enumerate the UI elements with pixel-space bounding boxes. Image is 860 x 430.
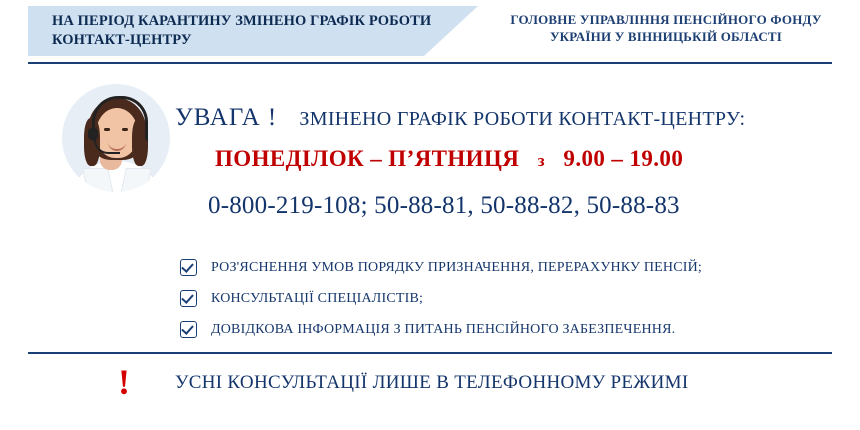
headset-icon — [92, 96, 148, 142]
organization-name — [488, 12, 844, 46]
divider-bottom — [28, 352, 832, 354]
attention-rest: ЗМІНЕНО ГРАФІК РОБОТИ КОНТАКТ-ЦЕНТРУ: — [299, 108, 746, 130]
list-item — [180, 314, 820, 345]
schedule-line — [215, 146, 835, 172]
checkmark-icon — [180, 321, 197, 338]
list-item — [180, 283, 820, 314]
schedule-preposition: з — [537, 151, 545, 170]
footer-note: УСНІ КОНСУЛЬТАЦІЇ ЛИШЕ В ТЕЛЕФОННОМУ РЕЖИМІ — [175, 372, 689, 393]
poster-header — [0, 0, 860, 62]
organization-line-1: ГОЛОВНЕ УПРАВЛІННЯ ПЕНСІЙНОГО ФОНДУ — [510, 12, 822, 27]
attention-line — [175, 104, 815, 132]
list-item-label: ДОВІДКОВА ІНФОРМАЦІЯ З ПИТАНЬ ПЕНСІЙНОГО ЗАБЕЗПЕЧЕННЯ. — [211, 321, 676, 337]
checkmark-icon — [180, 290, 197, 307]
phone-numbers: 0-800-219-108; 50-88-81, 50-88-82, 50-88-83 — [208, 192, 680, 219]
call-center-operator-image — [62, 84, 170, 256]
schedule-hours: 9.00 – 19.00 — [563, 146, 684, 171]
operator-photo-circle — [62, 84, 170, 192]
schedule-days: ПОНЕДІЛОК – П’ЯТНИЦЯ — [215, 146, 520, 171]
operator-collar-left — [82, 168, 116, 192]
operator-collar-right — [118, 168, 152, 192]
checkmark-icon — [180, 259, 197, 276]
organization-line-2: УКРАЇНИ У ВІННИЦЬКІЙ ОБЛАСТІ — [549, 28, 783, 44]
header-banner-title: НА ПЕРІОД КАРАНТИНУ ЗМІНЕНО ГРАФІК РОБОТИ КОНТАКТ-ЦЕНТРУ — [52, 13, 432, 48]
list-item — [180, 252, 820, 283]
attention-word: УВАГА ! — [175, 104, 278, 131]
services-list — [180, 252, 820, 345]
list-item-label: КОНСУЛЬТАЦІЇ СПЕЦІАЛІСТІВ; — [211, 290, 424, 306]
divider-top — [28, 62, 832, 64]
list-item-label: РОЗ'ЯСНЕННЯ УМОВ ПОРЯДКУ ПРИЗНАЧЕННЯ, ПЕРЕРАХУНКУ ПЕНСІЙ; — [211, 259, 702, 275]
exclamation-icon: ! — [118, 362, 130, 402]
